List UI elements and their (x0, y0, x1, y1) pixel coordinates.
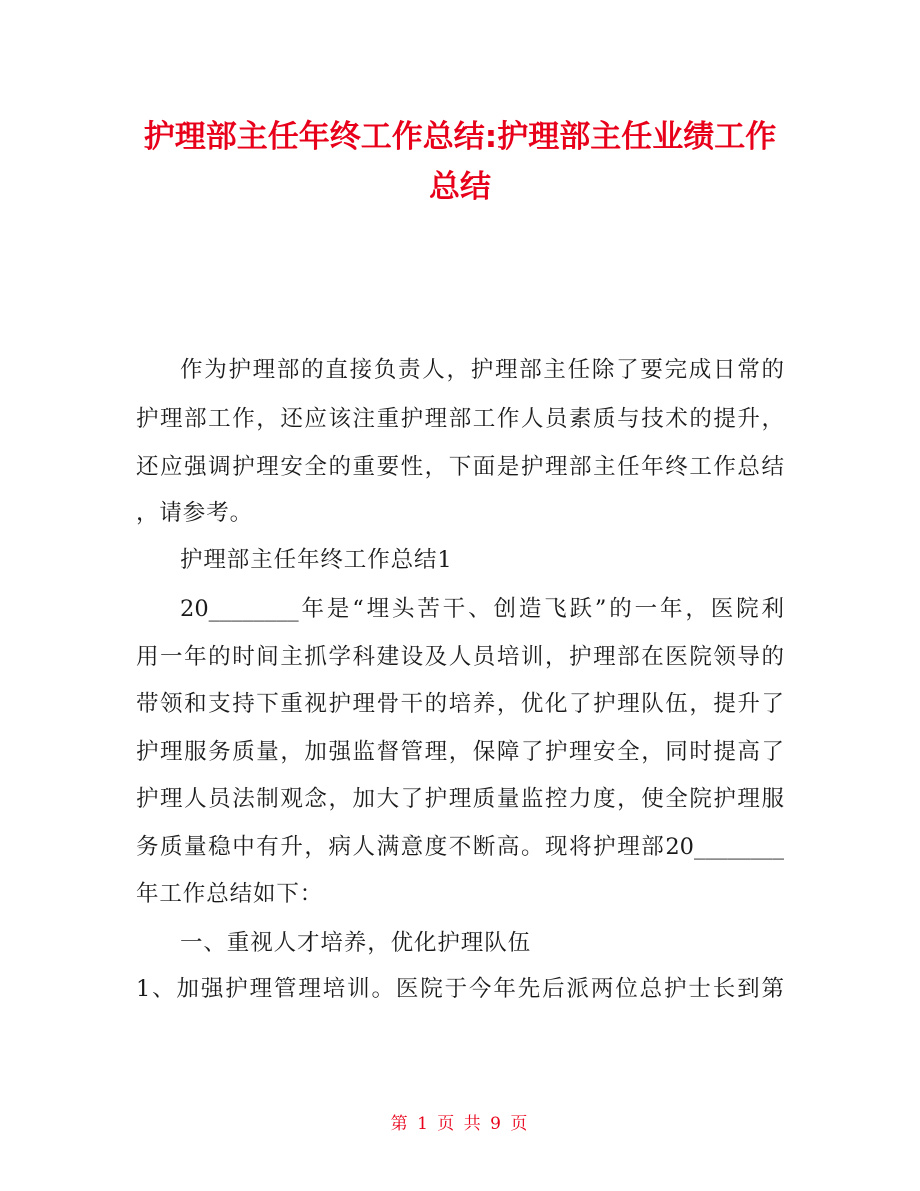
page-number-footer: 第 1 页 共 9 页 (390, 1114, 530, 1134)
body-line: 带领和支持下重视护理骨干的培养，优化了护理队伍，提升了 (136, 691, 784, 717)
body-line: 20________年是“埋头苦干、创造飞跃”的一年，医院利 (180, 596, 784, 622)
body-line: 还应强调护理安全的重要性，下面是护理部主任年终工作总结 (136, 454, 784, 480)
title-line-2: 总结 (429, 169, 491, 205)
body-line: 护理部工作，还应该注重护理部工作人员素质与技术的提升， (136, 406, 784, 432)
body-line: 护理人员法制观念，加大了护理质量监控力度，使全院护理服 (136, 786, 784, 812)
body-line: 护理服务质量，加强监督管理，保障了护理安全，同时提高了 (136, 739, 784, 765)
body-line: 作为护理部的直接负责人，护理部主任除了要完成日常的 (180, 357, 784, 383)
body-line: 年工作总结如下： (136, 881, 324, 907)
document-title (110, 112, 810, 212)
body-line: 务质量稳中有升，病人满意度不断高。现将护理部20________ (136, 834, 784, 860)
subsection-heading: 一、重视人才培养，优化护理队伍 (180, 930, 532, 956)
body-line: 1、加强护理管理培训。医院于今年先后派两位总护士长到第 (136, 976, 784, 1002)
title-line-1: 护理部主任年终工作总结:护理部主任业绩工作 (143, 119, 777, 155)
section-heading: 护理部主任年终工作总结1 (180, 547, 453, 573)
body-line: ，请参考。 (136, 500, 254, 526)
body-line: 用一年的时间主抓学科建设及人员培训，护理部在医院领导的 (136, 644, 784, 670)
